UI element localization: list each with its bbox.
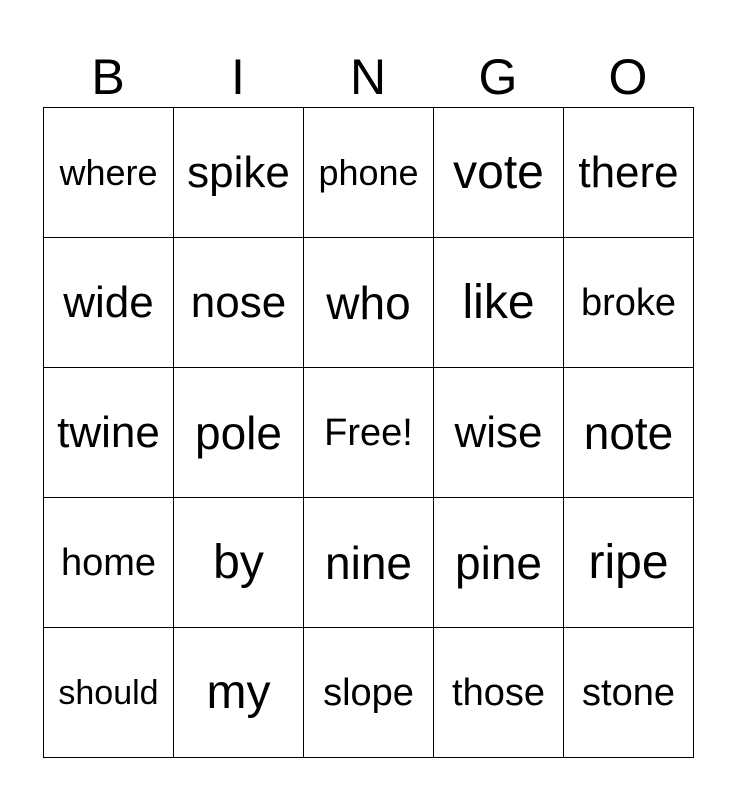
bingo-cell[interactable]: where [44,108,174,238]
bingo-cell[interactable]: ripe [564,498,694,628]
bingo-cell free-space[interactable]: Free! [304,368,434,498]
bingo-cell[interactable]: those [434,628,564,758]
bingo-cell[interactable]: stone [564,628,694,758]
bingo-cell[interactable]: like [434,238,564,368]
bingo-cell[interactable]: wise [434,368,564,498]
bingo-cell[interactable]: pine [434,498,564,628]
header-letter-g: G [478,49,518,105]
bingo-cell[interactable]: phone [304,108,434,238]
bingo-cell[interactable]: wide [44,238,174,368]
bingo-cell[interactable]: spike [174,108,304,238]
header-letter-n: N [349,49,387,105]
bingo-cell[interactable]: slope [304,628,434,758]
bingo-board [43,107,694,758]
bingo-cell[interactable]: vote [434,108,564,238]
bingo-cell[interactable]: my [174,628,304,758]
bingo-cell[interactable]: home [44,498,174,628]
bingo-header [43,48,693,106]
bingo-cell[interactable]: by [174,498,304,628]
header-letter-i: I [231,49,245,105]
bingo-cell[interactable]: twine [44,368,174,498]
bingo-cell[interactable]: should [44,628,174,758]
bingo-cell[interactable]: nine [304,498,434,628]
bingo-cell[interactable]: who [304,238,434,368]
bingo-cell[interactable]: pole [174,368,304,498]
bingo-cell[interactable]: broke [564,238,694,368]
bingo-cell[interactable]: there [564,108,694,238]
bingo-cell[interactable]: nose [174,238,304,368]
header-letter-b: B [91,49,125,105]
bingo-cell[interactable]: note [564,368,694,498]
header-letter-o: O [608,49,648,105]
